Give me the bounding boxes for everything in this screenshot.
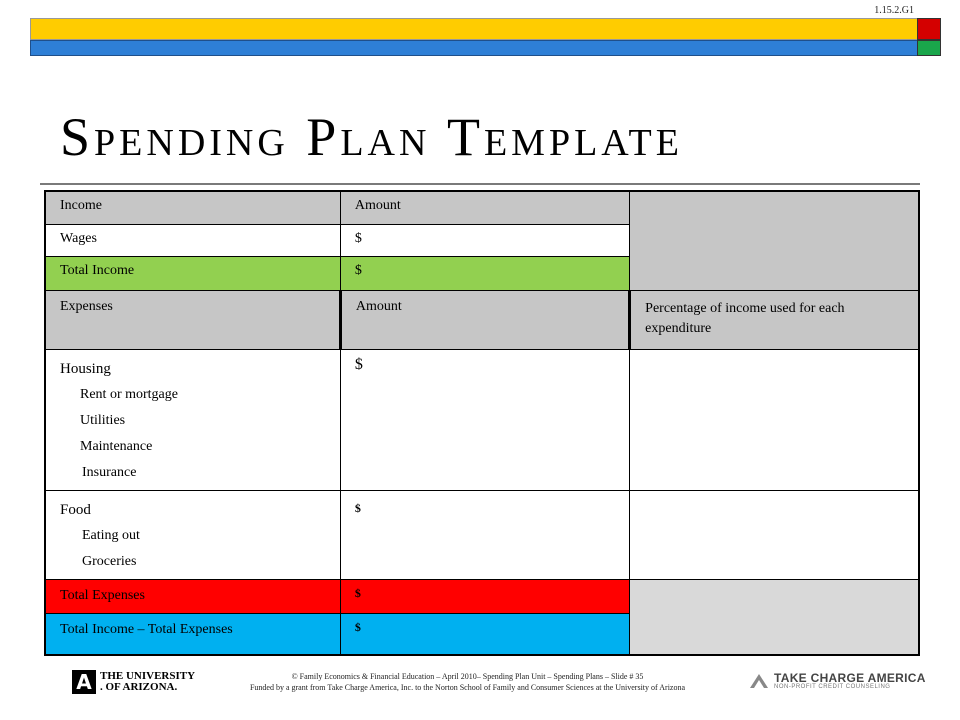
tca-swoosh-icon: [748, 670, 770, 692]
income-blank-cell: [630, 191, 919, 290]
income-header-cell: [45, 191, 340, 224]
ua-block-a-icon: A: [72, 670, 96, 694]
red-corner-square: [917, 18, 941, 40]
wages-cell: [45, 224, 340, 256]
totals-blank-cell: [630, 579, 919, 655]
food-item-groceries: Groceries: [82, 553, 137, 569]
food-label: Food: [60, 501, 91, 518]
expenses-amount-header-cell: [340, 290, 629, 349]
ua-logo-line1: THE UNIVERSITY: [100, 670, 196, 682]
total-income-amount: $: [354, 262, 362, 278]
total-expenses-label: Total Expenses: [60, 587, 145, 603]
footer-credits: [195, 671, 740, 693]
tca-tagline: NON-PROFIT CREDIT COUNSELING: [774, 683, 891, 690]
expenses-header-cell: [45, 290, 340, 349]
top-blue-bar: [30, 40, 917, 56]
amount-header-cell: [340, 191, 629, 224]
net-amount-cell[interactable]: [340, 613, 629, 655]
title-divider: [40, 183, 920, 185]
total-income-label: Total Income: [60, 262, 135, 278]
spending-plan-table: [44, 190, 920, 656]
total-expenses-amount: $: [354, 585, 361, 600]
housing-label: Housing: [60, 360, 111, 377]
food-item-eating-out: Eating out: [82, 527, 140, 543]
university-of-arizona-logo: [72, 670, 195, 694]
top-yellow-bar: [30, 18, 917, 40]
net-label: Total Income – Total Expenses: [60, 621, 233, 637]
percentage-header: Percentage of income used for each expenditure: [645, 300, 845, 336]
income-header: Income: [60, 198, 102, 213]
food-cell: [45, 490, 340, 579]
slide-code: 1.15.2.G1: [874, 5, 914, 16]
net-amount: $: [354, 619, 361, 634]
food-amount-cell[interactable]: [340, 490, 629, 579]
page-title: Spending Plan Template: [60, 107, 683, 167]
housing-cell: [45, 349, 340, 490]
total-expenses-amount-cell[interactable]: [340, 579, 629, 613]
footer-line2: Funded by a grant from Take Charge America, Inc. to the Norton School of Family and Consumer Sciences at the University of Arizona: [249, 683, 686, 692]
food-percentage-cell[interactable]: [630, 490, 919, 579]
percentage-header-cell: [630, 290, 919, 349]
housing-item-maintenance: Maintenance: [80, 438, 153, 454]
housing-percentage-cell[interactable]: [630, 349, 919, 490]
housing-amount: $: [354, 355, 363, 373]
housing-item-rent: Rent or mortgage: [80, 386, 178, 402]
housing-item-utilities: Utilities: [80, 412, 126, 428]
total-income-cell: [45, 256, 340, 290]
amount-header: Amount: [354, 198, 401, 213]
footer-line1: © Family Economics & Financial Education – April 2010– Spending Plan Unit – Spending Plans – Slide # 35: [291, 672, 644, 681]
wages-amount-cell[interactable]: [340, 224, 629, 256]
ua-logo-line2: . OF ARIZONA.: [100, 681, 178, 693]
wages-amount: $: [354, 230, 362, 246]
tca-name: TAKE CHARGE AMERICA: [774, 670, 926, 685]
tca-logo-text: [774, 672, 926, 691]
total-expenses-cell: [45, 579, 340, 613]
wages-label: Wages: [60, 230, 97, 246]
net-cell: [45, 613, 340, 655]
housing-amount-cell[interactable]: [340, 349, 629, 490]
take-charge-america-logo: [748, 670, 926, 692]
expenses-amount-header: Amount: [355, 298, 402, 314]
green-corner-square: [917, 40, 941, 56]
expenses-header: Expenses: [60, 298, 113, 314]
food-amount: $: [354, 500, 361, 515]
total-income-amount-cell[interactable]: [340, 256, 629, 290]
ua-logo-text: [100, 671, 195, 693]
housing-item-insurance: Insurance: [82, 464, 137, 480]
